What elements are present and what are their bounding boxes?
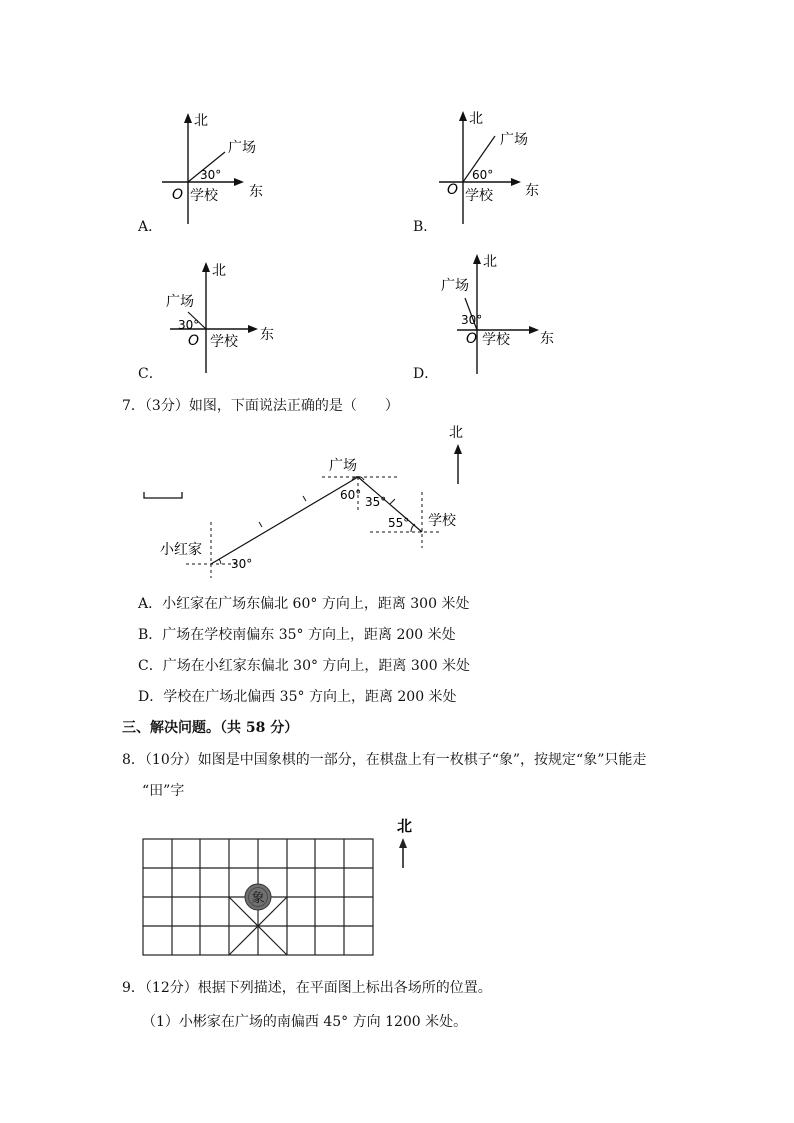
- plaza-label: 广场: [228, 140, 256, 156]
- origin-label: O: [188, 333, 200, 349]
- school-label: 学校: [482, 332, 510, 348]
- tick-mark: [390, 499, 395, 504]
- plaza-label: 广场: [329, 458, 357, 474]
- angle-arc: [219, 559, 221, 564]
- plaza-label: 广场: [500, 132, 528, 148]
- q8-stem-line1: 8．（10分）如图是中国象棋的一部分，在棋盘上有一枚棋子“象”，按规定“象”只能走: [122, 752, 647, 768]
- school-label: 学校: [210, 334, 238, 350]
- angle-60-label: 60°: [340, 488, 362, 502]
- angle-label: 30°: [200, 168, 222, 182]
- option-a-figure: [150, 108, 290, 233]
- q7-option-d[interactable]: D．学校在广场北偏西 35° 方向上，距离 200 米处: [138, 689, 457, 705]
- q7-option-a[interactable]: A．小红家在广场东偏北 60° 方向上，距离 300 米处: [138, 596, 470, 612]
- option-b-label[interactable]: B．: [413, 219, 438, 235]
- option-d-figure: [425, 248, 565, 378]
- east-label: 东: [249, 184, 263, 200]
- north-arrow-head: [454, 444, 462, 454]
- angle-label: 60°: [472, 168, 494, 182]
- angle-35-label: 35°: [365, 495, 387, 509]
- q7-stem: 7．（3分）如图，下面说法正确的是（ ）: [122, 398, 399, 414]
- option-b-figure: [425, 106, 565, 231]
- north-label: 北: [212, 263, 226, 279]
- school-label: 学校: [465, 188, 493, 204]
- origin-label: O: [447, 182, 459, 198]
- east-label: 东: [540, 331, 554, 347]
- school-label: 学校: [190, 188, 218, 204]
- north-arrow: [459, 111, 467, 121]
- east-label: 东: [260, 327, 274, 343]
- east-arrow: [234, 178, 244, 186]
- east-arrow: [248, 325, 258, 333]
- origin-label: O: [172, 187, 184, 203]
- option-a-label[interactable]: A．: [138, 219, 163, 235]
- q7-option-c[interactable]: C．广场在小红家东偏北 30° 方向上，距离 300 米处: [138, 658, 471, 674]
- option-d-label[interactable]: D．: [413, 366, 439, 382]
- q7-option-b[interactable]: B．广场在学校南偏东 35° 方向上，距离 200 米处: [138, 627, 456, 643]
- home-label: 小红家: [160, 542, 202, 558]
- north-label: 北: [449, 425, 463, 441]
- option-c-label[interactable]: C．: [138, 366, 163, 382]
- q9-stem: 9．（12分）根据下列描述，在平面图上标出各场所的位置。: [122, 980, 492, 996]
- east-label: 东: [525, 183, 539, 199]
- section-heading: 三、解决问题。（共 58 分）: [122, 720, 299, 736]
- q7-figure: [130, 420, 490, 580]
- school-label: 学校: [428, 513, 456, 529]
- north-arrow: [202, 262, 210, 272]
- north-label: 北: [194, 113, 208, 129]
- north-label: 北: [483, 254, 497, 270]
- east-arrow: [511, 178, 521, 186]
- angle-30-label: 30°: [231, 557, 253, 571]
- tick-mark: [303, 496, 306, 501]
- north-label: 北: [469, 111, 483, 127]
- tick-mark: [259, 522, 262, 527]
- north-label: 北: [397, 817, 413, 835]
- q8-stem-line2: “田”字: [142, 783, 185, 799]
- north-arrow: [184, 113, 192, 123]
- angle-label: 30°: [461, 313, 483, 327]
- origin-label: O: [466, 331, 478, 347]
- q9-sub1: （1）小彬家在广场的南偏西 45° 方向 1200 米处。: [142, 1014, 468, 1030]
- angle-55-label: 55°: [388, 516, 410, 530]
- home-plaza-route: [211, 477, 358, 564]
- angle-label: 30°: [178, 318, 200, 332]
- q8-chessboard-figure: [136, 808, 426, 963]
- plaza-label: 广场: [166, 294, 194, 310]
- scale-bar: [144, 492, 182, 498]
- elephant-piece-label: 象: [251, 891, 265, 906]
- plaza-label: 广场: [441, 278, 469, 294]
- option-c-figure: [160, 256, 300, 381]
- north-arrow-head: [399, 838, 407, 848]
- north-arrow: [473, 254, 481, 264]
- east-arrow: [529, 326, 539, 334]
